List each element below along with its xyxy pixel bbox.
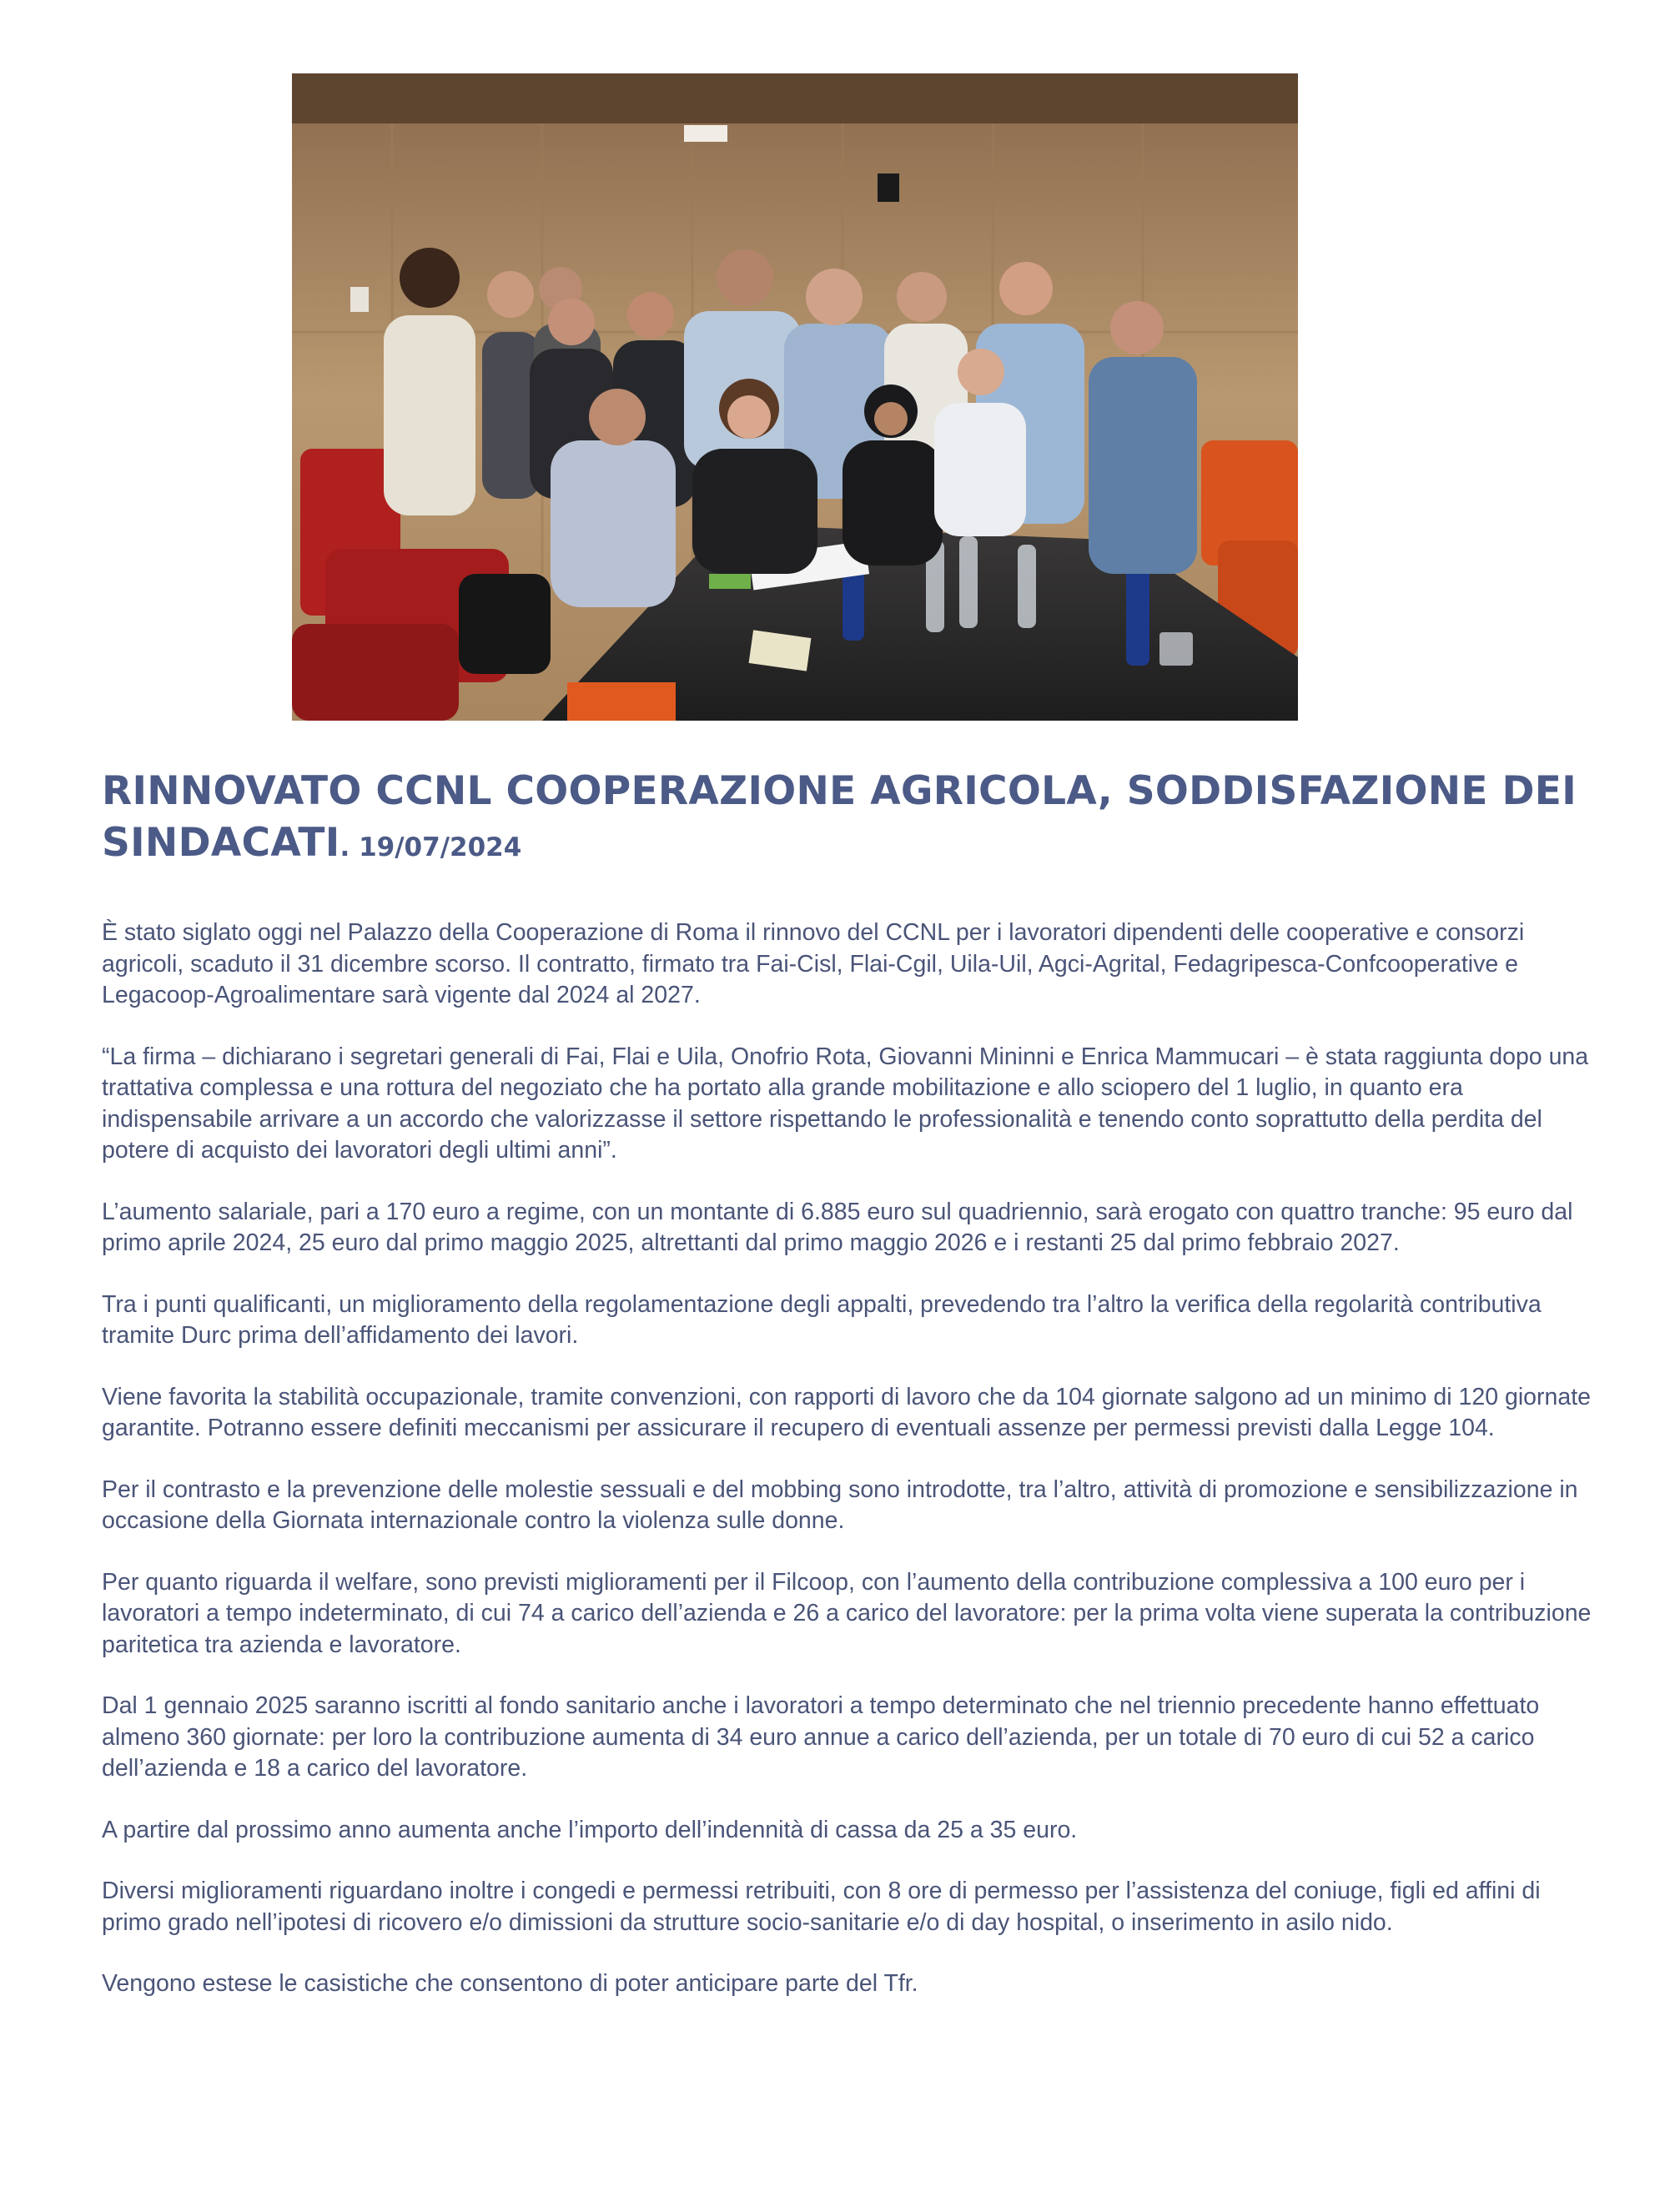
article-paragraph: Dal 1 gennaio 2025 saranno iscritti al fondo sanitario anche i lavoratori a tempo determinato che nel triennio precedente hanno effettuato almeno 360 giornate: per loro la contribuzione aumenta di 34 euro annue a carico dell’azienda, per un totale di 70 euro di cui 52 a carico dell’azienda e 18 a carico del lavoratore. — [102, 1692, 1540, 1782]
headline-title: RINNOVATO CCNL COOPERAZIONE AGRICOLA, SODDISFAZIONE DEI SINDACATI — [102, 768, 1577, 866]
article-paragraph: Per quanto riguarda il welfare, sono previsti miglioramenti per il Filcoop, con l’aumento della contribuzione complessiva a 100 euro per i lavoratori a tempo indeterminato, di cui 74 a carico dell’azienda e 26 a carico del lavoratore: per la prima volta viene superata la contribuzione paritetica tra azienda e lavoratore. — [102, 1568, 1592, 1658]
article-paragraph: “La firma – dichiarano i segretari generali di Fai, Flai e Uila, Onofrio Rota, Giovanni Mininni e Enrica Mammucari – è stata raggiunta dopo una trattativa complessa e una rottura del negoziato che ha portato alla grande mobilitazione e allo sciopero del 1 luglio, in quanto era indispensabile arrivare a un accordo che valorizzasse il settore rispettando le professionalità e tenendo conto soprattutto della perdita del potere di acquisto dei lavoratori degli ultimi anni”. — [102, 1043, 1589, 1164]
article-paragraph: Vengono estese le casistiche che consentono di poter anticipare parte del Tfr. — [102, 1970, 918, 1997]
article-paragraph: Per il contrasto e la prevenzione delle molestie sessuali e del mobbing sono introdotte, tra l’altro, attività di promozione e sensibilizzazione in occasione della Giornata internazionale contro la violenza sulle donne. — [102, 1476, 1578, 1534]
article-paragraph: A partire dal prossimo anno aumenta anche l’importo dell’indennità di cassa da 25 a 35 euro. — [102, 1816, 1078, 1843]
article-paragraph: È stato siglato oggi nel Palazzo della Cooperazione di Roma il rinnovo del CCNL per i lavoratori dipendenti delle cooperative e consorzi agricoli, scaduto il 31 dicembre scorso. Il contratto, firmato tra Fai-Cisl, Flai-Cgil, Uila-Uil, Agci-Agrital, Fedagripesca-Confcooperative e Legacoop-Agroalimentare sarà vigente dal 2024 al 2027. — [102, 919, 1525, 1008]
article-paragraph: L’aumento salariale, pari a 170 euro a regime, con un montante di 6.885 euro sul quadriennio, sarà erogato con quattro tranche: 95 euro dal primo aprile 2024, 25 euro dal primo maggio 2025, altrettanti dal primo maggio 2026 e i restanti 25 dal primo febbraio 2027. — [102, 1198, 1573, 1256]
headline-date: . 19/07/2024 — [340, 832, 522, 862]
article-paragraph: Diversi miglioramenti riguardano inoltre i congedi e permessi retribuiti, con 8 ore di permesso per l’assistenza del coniuge, figli ed affini di primo grado nell’ipotesi di ricovero e/o dimissioni da strutture socio-sanitarie e/o di day hospital, o inserimento in asilo nido. — [102, 1878, 1541, 1936]
article-headline — [102, 766, 1595, 873]
group-photo — [292, 73, 1298, 721]
article-paragraph: Tra i punti qualificanti, un miglioramento della regolamentazione degli appalti, prevedendo tra l’altro la verifica della regolarità contributiva tramite Durc prima dell’affidamento dei lavori. — [102, 1290, 1542, 1349]
article-paragraph: Viene favorita la stabilità occupazionale, tramite convenzioni, con rapporti di lavoro che da 104 giornate salgono ad un minimo di 120 giornate garantite. Potranno essere definiti meccanismi per assicurare il recupero di eventuali assenze per permessi previsti dalla Legge 104. — [102, 1383, 1591, 1441]
group-photo-image — [292, 73, 1298, 721]
article-body — [102, 917, 1603, 2030]
